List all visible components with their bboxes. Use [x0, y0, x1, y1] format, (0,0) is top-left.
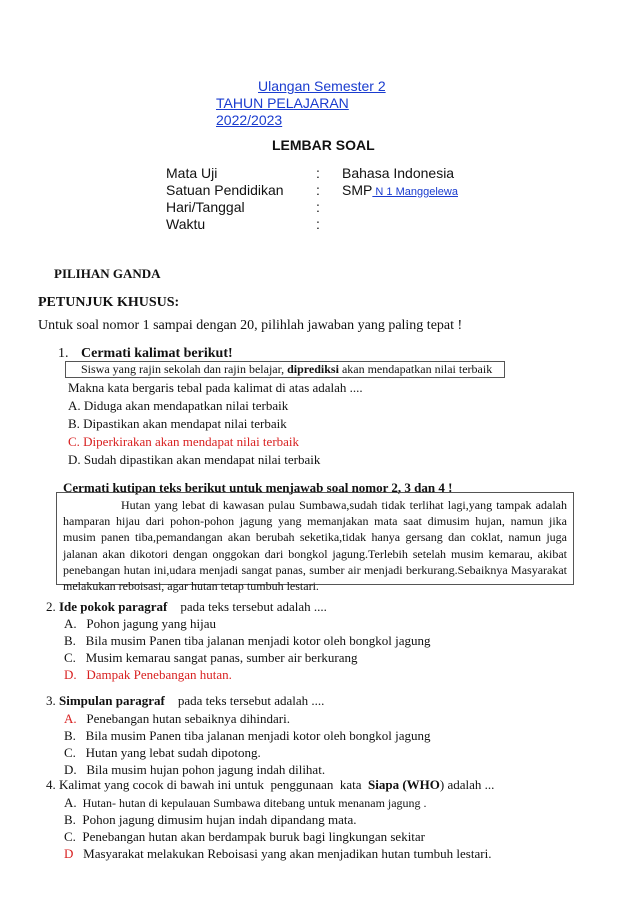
info-label: Hari/Tanggal [166, 199, 245, 215]
question-text: Makna kata bergaris tebal pada kalimat di atas adalah .... [68, 380, 363, 395]
option-d[interactable]: D. Sudah dipastikan akan mendapat nilai terbaik [68, 452, 321, 467]
option-b[interactable]: B. Bila musim Panen tiba jalanan menjadi kotor oleh bongkol jagung [64, 728, 431, 743]
sheet-title: LEMBAR SOAL [272, 137, 375, 153]
info-colon: : [316, 182, 320, 198]
info-value: Bahasa Indonesia [342, 165, 455, 181]
option-a[interactable]: A. Penebangan hutan sebaiknya dihindari. [64, 711, 290, 726]
info-value: SMP [342, 182, 373, 198]
option-a[interactable]: A. Hutan- hutan di kepulauan Sumbawa ditebang untuk menanam jagung . [64, 795, 427, 810]
option-a[interactable]: A. Pohon jagung yang hijau [64, 616, 217, 631]
excerpt-text: Hutan yang lebat di kawasan pulau Sumbawa,sudah tidak terlihat lagi,yang tampak adalah hamparan hijau dari pohon-pohon jagung yang memanjakan mata saat dimusim hujan, namun jika musim panen tiba,pemandangan akan berubah seketika,tidak hanya gersang dan coklat, namun juga jalanan akan dikotori dengan onggokan dari bongkol jagung.Terlebih setelah musim kemarau, akibat penebangan hutan ini,udara menjadi sangat panas, sumber air menjadi berkurang.Sebaiknya Masyarakat melakukan reboisasi, agar hutan tetap tumbuh lestari. [63, 498, 567, 594]
option-b[interactable]: B. Dipastikan akan mendapat nilai terbaik [68, 416, 287, 431]
option-c[interactable]: C. Musim kemarau sangat panas, sumber air berkurang [64, 650, 358, 665]
instructions-title: PETUNJUK KHUSUS: [38, 295, 180, 310]
question-2: 2. Ide pokok paragraf pada teks tersebut adalah .... [46, 599, 327, 614]
question-4: 4. Kalimat yang cocok di bawah ini untuk penggunaan kata Siapa (WHO) adalah ... [46, 777, 495, 792]
info-colon: : [316, 216, 320, 232]
option-c[interactable]: C. Diperkirakan akan mendapat nilai terbaik [68, 434, 300, 449]
question-number: 1. [58, 346, 69, 361]
school-year-label: TAHUN PELAJARAN [216, 95, 349, 111]
question-3: 3. Simpulan paragraf pada teks tersebut adalah .... [46, 693, 325, 708]
option-d[interactable]: D. Dampak Penebangan hutan. [64, 667, 232, 682]
option-b[interactable]: B. Bila musim Panen tiba jalanan menjadi kotor oleh bongkol jagung [64, 633, 431, 648]
section-title: PILIHAN GANDA [54, 266, 161, 281]
school-name: N 1 Manggelewa [372, 186, 458, 198]
info-colon: : [316, 165, 320, 181]
info-label: Waktu [166, 216, 206, 232]
option-d[interactable]: D Masyarakat melakukan Reboisasi yang akan menjadikan hutan tumbuh lestari. [64, 846, 492, 861]
exam-title: Ulangan Semester 2 [258, 78, 386, 94]
info-colon: : [316, 199, 320, 215]
option-c[interactable]: C. Hutan yang lebat sudah dipotong. [64, 745, 261, 760]
school-year: 2022/2023 [216, 112, 283, 128]
question-heading: Cermati kalimat berikut! [81, 346, 233, 361]
excerpt-box [56, 492, 574, 594]
option-a[interactable]: A. Diduga akan mendapatkan nilai terbaik [68, 398, 289, 413]
sentence-box: Siswa yang rajin sekolah dan rajin belajar, diprediksi akan mendapatkan nilai terbaik [65, 361, 505, 378]
option-d[interactable]: D. Bila musim hujan pohon jagung indah dilihat. [64, 762, 326, 777]
option-c[interactable]: C. Penebangan hutan akan berdampak buruk bagi lingkungan sekitar [64, 829, 426, 844]
option-b[interactable]: B. Pohon jagung dimusim hujan indah dipandang mata. [64, 812, 357, 827]
excerpt-heading: Cermati kutipan teks berikut untuk menjawab soal nomor 2, 3 dan 4 ! [63, 480, 453, 495]
instructions-text: Untuk soal nomor 1 sampai dengan 20, pilihlah jawaban yang paling tepat ! [38, 318, 463, 333]
info-label: Satuan Pendidikan [166, 182, 284, 198]
info-label: Mata Uji [166, 165, 218, 181]
